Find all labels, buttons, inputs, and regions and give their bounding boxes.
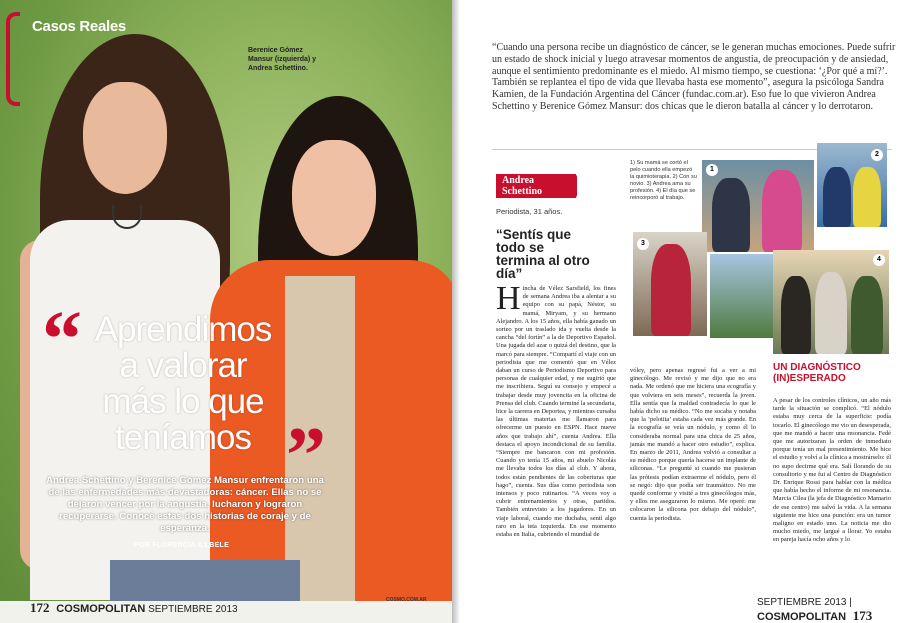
gutter — [452, 0, 460, 623]
person-figure — [815, 272, 847, 354]
section-label: Casos Reales — [32, 18, 126, 35]
photo-credit: COSMO.COM.AR — [386, 597, 427, 603]
person-figure — [823, 167, 851, 227]
right-page — [460, 0, 915, 623]
name-subtitle: Periodista, 31 años. — [496, 207, 563, 216]
folio-left — [30, 600, 238, 616]
byline: POR FLORENCIA ILLBELE — [134, 542, 230, 549]
photo-caption: Berenice Gómez Mansur (izquierda) y Andrea Schettino. — [248, 47, 317, 72]
person-figure — [712, 178, 750, 252]
name-tag-tab — [572, 174, 577, 198]
body-column-2: vóley, pero apenas regresé fui a ver a mi ginecólogo. Me revisó y me dijo que no era nada. Me ordenó que me hiciera una ecografía y que volviera en seis meses”, recuerda la joven. Ella sentía que la maldad contradecía lo que le había dicho su médico. “No me socaba y notaba que la ‘pelotita’ estaba cada vez más grande. En la ecografía se veía un nódulo, y como él lo consideraba normal para una chica de 25 años, jamás me mandó a hacer otro estudio”, explica. En marzo de 2011, Andrea volvió a consultar a su médico porque quería hacerse un implante de siliconas. “Le pregunté si cuando me pusieran las prótesis podían extraerme el nódulo, pero él se negó: dijo que podía ser traumático. No me quedé conforme y visité a tres ginecólogos más, y ellos me aseguraron lo mismo. Me operé: me colocaron la silicona por debajo del nódulo”, cuenta la periodista. — [630, 367, 756, 522]
woman-right-face — [292, 140, 376, 256]
person-figure — [851, 276, 883, 354]
page-number: 172 — [30, 600, 50, 615]
close-quote-icon: ” — [286, 412, 326, 500]
photo-captions: 1) Su mamá se cortó el pelo cuando ella empezó la quimioterapia. 2) Con su novio. 3) Andrea ama su profesión. 4) El día que se reincorporó al trabajo. — [630, 160, 697, 202]
person-figure — [762, 170, 802, 252]
open-quote-icon: “ — [42, 296, 82, 384]
photo-number: 1 — [706, 164, 718, 176]
photo-number: 3 — [637, 238, 649, 250]
drop-cap: H — [496, 280, 521, 317]
magazine-name: COSMOPOLITAN — [757, 611, 847, 623]
headline — [68, 312, 298, 456]
pull-quote: “Sentís que todo se termina al otro día” — [496, 227, 590, 281]
page-number: 173 — [852, 608, 873, 623]
photo-2 — [817, 143, 887, 227]
magazine-name: COSMOPOLITAN — [56, 603, 146, 615]
body-text: incha de Vélez Sarsfield, los fines de semana Andrea iba a alentar a su equipo con su papá, Néstor, su mamá, Miryam, y su hermano Alejandro. A los 15 años, ella había ganado un sorteo por un traslado ida y vuelta desde la cancha “del fortín” a la de Deportivo Español. Una jugada del azar o quizá del destino, que la marcó para siempre. “Compartí el viaje con un periodista que me comentó que en Vélez daban un curso de Periodismo Deportivo para personas de cualquier edad, y me sugirió que me inscribiera. Seguí su consejo y empecé a trabajar desde muy jovencita en la oficina de Prensa del club. Cuando terminé la secundaria, hice la carrera en Deportea, y mientras cursaba las últimas materias me llamaron para ofrecerme un puesto en ESPN. Hace nueve años que trabajo ahí”, cuenta Andrea. Ella destaca el apoyo incondicional de su familia. “Siempre me bancaron con mi profesión. Cuando yo tenía 15 años, mi abuelo Nicolás me llevaba todos los días al club. Y ahora, todos están pendientes de las coberturas que hago”, cuenta. Sus días como periodista son intensos y poco rutinarios. “A veces voy a cubrir entrenamientos y otras, partidos. También entrevisto a los jugadores. En un viaje laboral, cuando me duchaba, sentí algo raro en la teta izquierda. En ese momento estaba en Italia, cubriendo el mundial de — [496, 285, 616, 539]
headline-line: más lo que — [102, 382, 264, 421]
issue-date: SEPTIEMBRE 2013 — [148, 604, 238, 615]
section-heading: UN DIAGNÓSTICO (IN)ESPERADO — [773, 362, 861, 384]
name-tag: Andrea Schettino — [496, 174, 576, 198]
issue-date: SEPTIEMBRE 2013 — [757, 597, 847, 608]
person-figure — [853, 167, 881, 227]
person-figure — [781, 276, 811, 354]
body-column-3: A pesar de los controles clínicos, un año más tarde la situación se complicó. “El nódulo estaba muy cerca de la superficie: podía tocarlo. El ginecólogo me vio un desesperada, que me mandó a hacer una resonancia. Fedé que me autorizaran la orden de inmediato porque tenía un mal presentimiento. Me hice el estudio y volví a la clínica a mostrárselo: él no supo decirme qué era. Salí llorando de su consultorio y me fui al Centro de Diagnóstico Dr. Enrique Rossi para hablar con la médica que había hecho el informe de mi resonancia. Marcia Cilea (la jefa de Diagnóstico Mamario de ese centro) me salvó la vida. A la semana siguiente me hice una punción: era un tumor maligno en estado uno. La noticia me dio mucho miedo, me largué a llorar. Yo estaba en pareja hacía ocho años y lo — [773, 397, 891, 544]
person-figure — [651, 244, 691, 336]
photo-1 — [702, 160, 814, 252]
photo-5 — [773, 250, 889, 354]
photo-3 — [633, 232, 707, 336]
headline-line: teníamos — [115, 418, 251, 457]
folio-right: SEPTIEMBRE 2013 | COSMOPOLITAN 173 — [757, 597, 873, 623]
headline-line: a valorar — [119, 346, 247, 385]
photo-number: 2 — [871, 149, 883, 161]
body-column-1 — [496, 280, 616, 539]
left-page — [0, 0, 452, 623]
intro-paragraph: “Cuando una persona recibe un diagnóstico de cáncer, se le generan muchas emociones. Puede sufrir un estado de shock inicial y luego atravesar momentos de angustia, de preocupación y de ansiedad, aunque el sentimiento predominante es el miedo. Al mismo tiempo, se cuestiona: ‘¿Por qué a mí?’. También se replantea el tipo de vida que llevaba hasta ese momento”, asegura la psicóloga Sandra Kamien, de la Fundación Argentina del Cáncer (fundac.com.ar). Eso fue lo que vivieron Andrea Schettino y Berenice Gómez Mansur: dos chicas que le dieron batalla al cáncer y lo derrotaron. — [492, 42, 896, 112]
headline-line: Aprendimos — [94, 310, 272, 349]
woman-left-face — [83, 82, 167, 194]
section-bracket-icon — [6, 12, 20, 106]
deck: Andrea Schettino y Berenice Gómez Mansur enfrentaron una de las enfermedades más devastadoras: cáncer. Ellas no se dejaron vencer por la angustia, lucharon y lograron recuperarse. Conocé estas dos historias de coraje y de esperanza. — [46, 475, 324, 534]
photo-number: 4 — [873, 254, 885, 266]
